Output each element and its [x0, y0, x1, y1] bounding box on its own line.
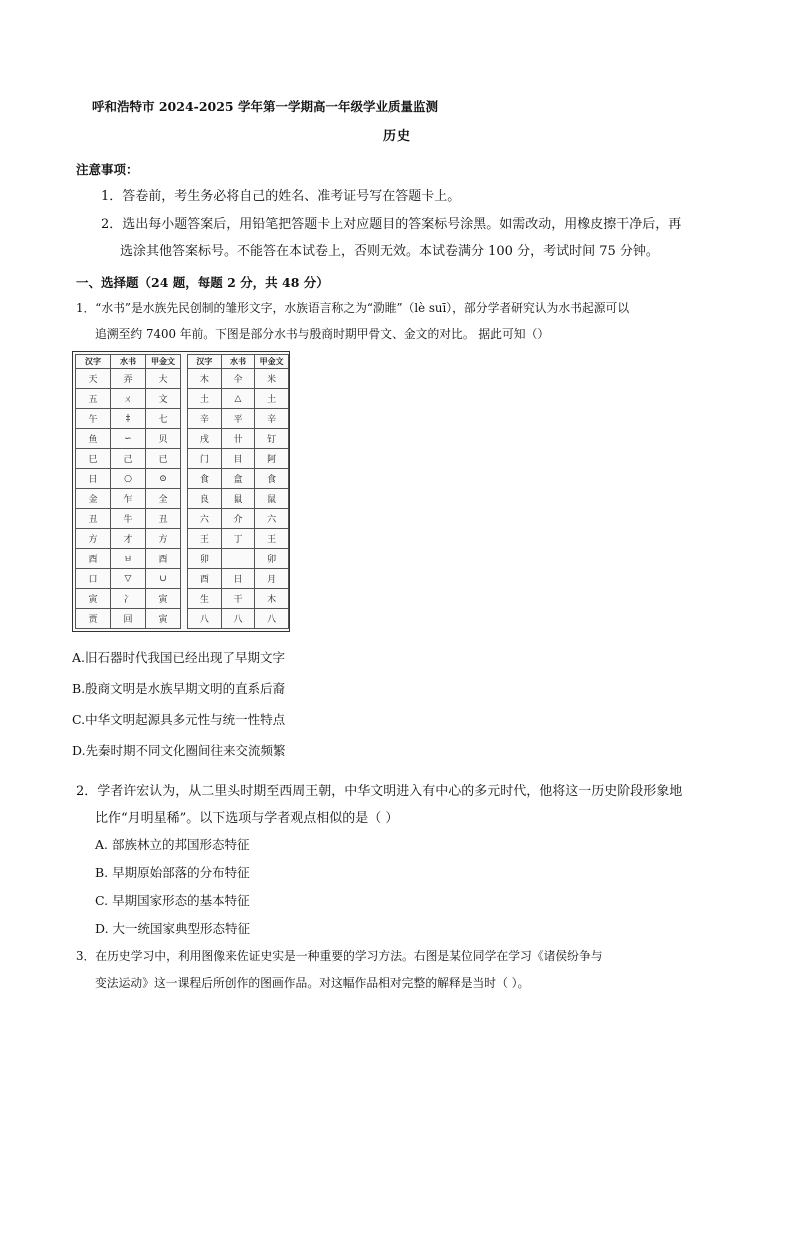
table-cell: 大	[146, 369, 181, 389]
table-cell: 五	[76, 389, 111, 409]
table-cell: 米	[255, 369, 289, 389]
table-cell: 盒	[221, 469, 255, 489]
table-cell: 天	[76, 369, 111, 389]
notice-item-2-line-1: 2．选出每小题答案后，用铅笔把答题卡上对应题目的答案标号涂黑。如需改动，用橡皮擦干净后，再	[101, 217, 682, 232]
table-cell: 六	[188, 509, 222, 529]
table-cell: 丑	[146, 509, 181, 529]
q1-stem-line-2: 追溯至约 7400 年前。下图是部分水书与殷商时期甲骨文、金文的对比。 据此可知（）	[95, 327, 550, 341]
table-cell: 食	[188, 469, 222, 489]
table-cell: 八	[221, 609, 255, 629]
q1-stem-line-1: 1．“水书”是水族先民创制的雏形文字，水族语言称之为“泐睢”（lè suī），部分学者研究认为水书起源可以	[76, 301, 630, 315]
table-cell: 金	[76, 489, 111, 509]
table-cell: 土	[255, 389, 289, 409]
table-cell: ⊙	[146, 469, 181, 489]
table-cell: 良	[188, 489, 222, 509]
table-cell: 介	[221, 509, 255, 529]
table-cell: 方	[76, 529, 111, 549]
q1-option-c[interactable]: C.中华文明起源具多元性与统一性特点	[72, 712, 286, 727]
q3-stem-line-1: 3．在历史学习中，利用图像来佐证史实是一种重要的学习方法。右图是某位同学在学习《诸侯纷争与	[76, 949, 603, 963]
table-cell: 日	[76, 469, 111, 489]
table-cell: 王	[255, 529, 289, 549]
table-cell: 巳	[76, 449, 111, 469]
table-cell: 日	[221, 569, 255, 589]
table-cell: ㅂ	[111, 549, 146, 569]
table-cell: 文	[146, 389, 181, 409]
q2-option-a[interactable]: A. 部族林立的邦国形态特征	[95, 837, 250, 852]
table-cell: ○	[111, 469, 146, 489]
table-cell: 土	[188, 389, 222, 409]
exam-title: 呼和浩特市 2024-2025 学年第一学期高一年级学业质量监测	[92, 99, 438, 114]
notice-heading: 注意事项：	[76, 162, 139, 177]
table-cell: 卯	[188, 549, 222, 569]
q2-stem-line-2: 比作“月明星稀”。以下选项与学者观点相似的是（ ）	[95, 811, 399, 826]
table-cell: 辛	[188, 409, 222, 429]
section-heading: 一、选择题（24 题，每题 2 分，共 48 分）	[76, 275, 329, 290]
table-cell: 仐	[221, 369, 255, 389]
table-cell: ‡	[111, 409, 146, 429]
table-cell: 卯	[255, 549, 289, 569]
table-cell: 午	[76, 409, 111, 429]
header-jiajin: 甲金文	[255, 355, 289, 369]
table-cell: 钉	[255, 429, 289, 449]
table-cell: 寅	[146, 609, 181, 629]
table-cell: 丑	[76, 509, 111, 529]
comparison-table-right	[187, 354, 289, 629]
table-cell: 酉	[146, 549, 181, 569]
table-cell: 寅	[76, 589, 111, 609]
table-cell: 牛	[111, 509, 146, 529]
header-shuishu: 水书	[111, 355, 146, 369]
table-cell: 鼠	[255, 489, 289, 509]
table-cell: 鼠	[221, 489, 255, 509]
table-cell: 酉	[76, 549, 111, 569]
table-cell: 贝	[146, 429, 181, 449]
table-cell: 方	[146, 529, 181, 549]
table-cell: 六	[255, 509, 289, 529]
q2-option-b[interactable]: B. 早期原始部落的分布特征	[95, 865, 250, 880]
table-cell: 才	[111, 529, 146, 549]
table-cell: ㄨ	[111, 389, 146, 409]
table-cell: 干	[221, 589, 255, 609]
q1-option-a[interactable]: A.旧石器时代我国已经出现了早期文字	[72, 650, 286, 665]
table-cell: 平	[221, 409, 255, 429]
header-shuishu: 水书	[221, 355, 255, 369]
header-jiajin: 甲金文	[146, 355, 181, 369]
subject-title: 历史	[383, 129, 412, 144]
header-hanzi: 汉字	[76, 355, 111, 369]
table-cell: 辛	[255, 409, 289, 429]
table-cell: 生	[188, 589, 222, 609]
script-comparison-table	[72, 351, 290, 632]
table-cell: 戌	[188, 429, 222, 449]
table-cell: 目	[221, 449, 255, 469]
table-cell: 全	[146, 489, 181, 509]
table-cell: 王	[188, 529, 222, 549]
table-cell: 木	[188, 369, 222, 389]
table-cell: 八	[188, 609, 222, 629]
table-cell: 七	[146, 409, 181, 429]
table-cell: 弄	[111, 369, 146, 389]
table-cell: 冫	[111, 589, 146, 609]
table-cell: 口	[76, 569, 111, 589]
q2-stem-line-1: 2．学者许宏认为，从二里头时期至西周王朝，中华文明进入有中心的多元时代，他将这一历史阶段形象地	[76, 784, 683, 799]
q3-stem-line-2: 变法运动》这一课程后所创作的图画作品。对这幅作品相对完整的解释是当时（ ）。	[95, 976, 530, 990]
table-cell: 门	[188, 449, 222, 469]
table-cell	[221, 549, 255, 569]
table-cell: 己	[111, 449, 146, 469]
table-cell: 鱼	[76, 429, 111, 449]
table-cell: 回	[111, 609, 146, 629]
header-hanzi: 汉字	[188, 355, 222, 369]
table-cell: 卄	[221, 429, 255, 449]
comparison-table-left	[75, 354, 181, 629]
table-cell: 月	[255, 569, 289, 589]
notice-item-1: 1．答卷前，考生务必将自己的姓名、准考证号写在答题卡上。	[101, 189, 461, 204]
table-cell: 木	[255, 589, 289, 609]
q1-option-b[interactable]: B.殷商文明是水族早期文明的直系后裔	[72, 681, 286, 696]
table-cell: 已	[146, 449, 181, 469]
table-cell: 食	[255, 469, 289, 489]
table-cell: 阿	[255, 449, 289, 469]
q2-option-c[interactable]: C. 早期国家形态的基本特征	[95, 893, 250, 908]
table-cell: ∽	[111, 429, 146, 449]
table-cell: △	[221, 389, 255, 409]
q2-option-d[interactable]: D. 大一统国家典型形态特征	[95, 921, 251, 936]
table-cell: 贾	[76, 609, 111, 629]
table-cell: ∪	[146, 569, 181, 589]
table-cell: 酉	[188, 569, 222, 589]
q1-option-d[interactable]: D.先秦时期不同文化圈间往来交流频繁	[72, 743, 286, 758]
table-cell: 乍	[111, 489, 146, 509]
table-cell: 丁	[221, 529, 255, 549]
notice-item-2-line-2: 选涂其他答案标号。不能答在本试卷上，否则无效。本试卷满分 100 分，考试时间 75 分钟。	[120, 244, 659, 259]
table-cell: ▽	[111, 569, 146, 589]
table-cell: 寅	[146, 589, 181, 609]
table-cell: 八	[255, 609, 289, 629]
